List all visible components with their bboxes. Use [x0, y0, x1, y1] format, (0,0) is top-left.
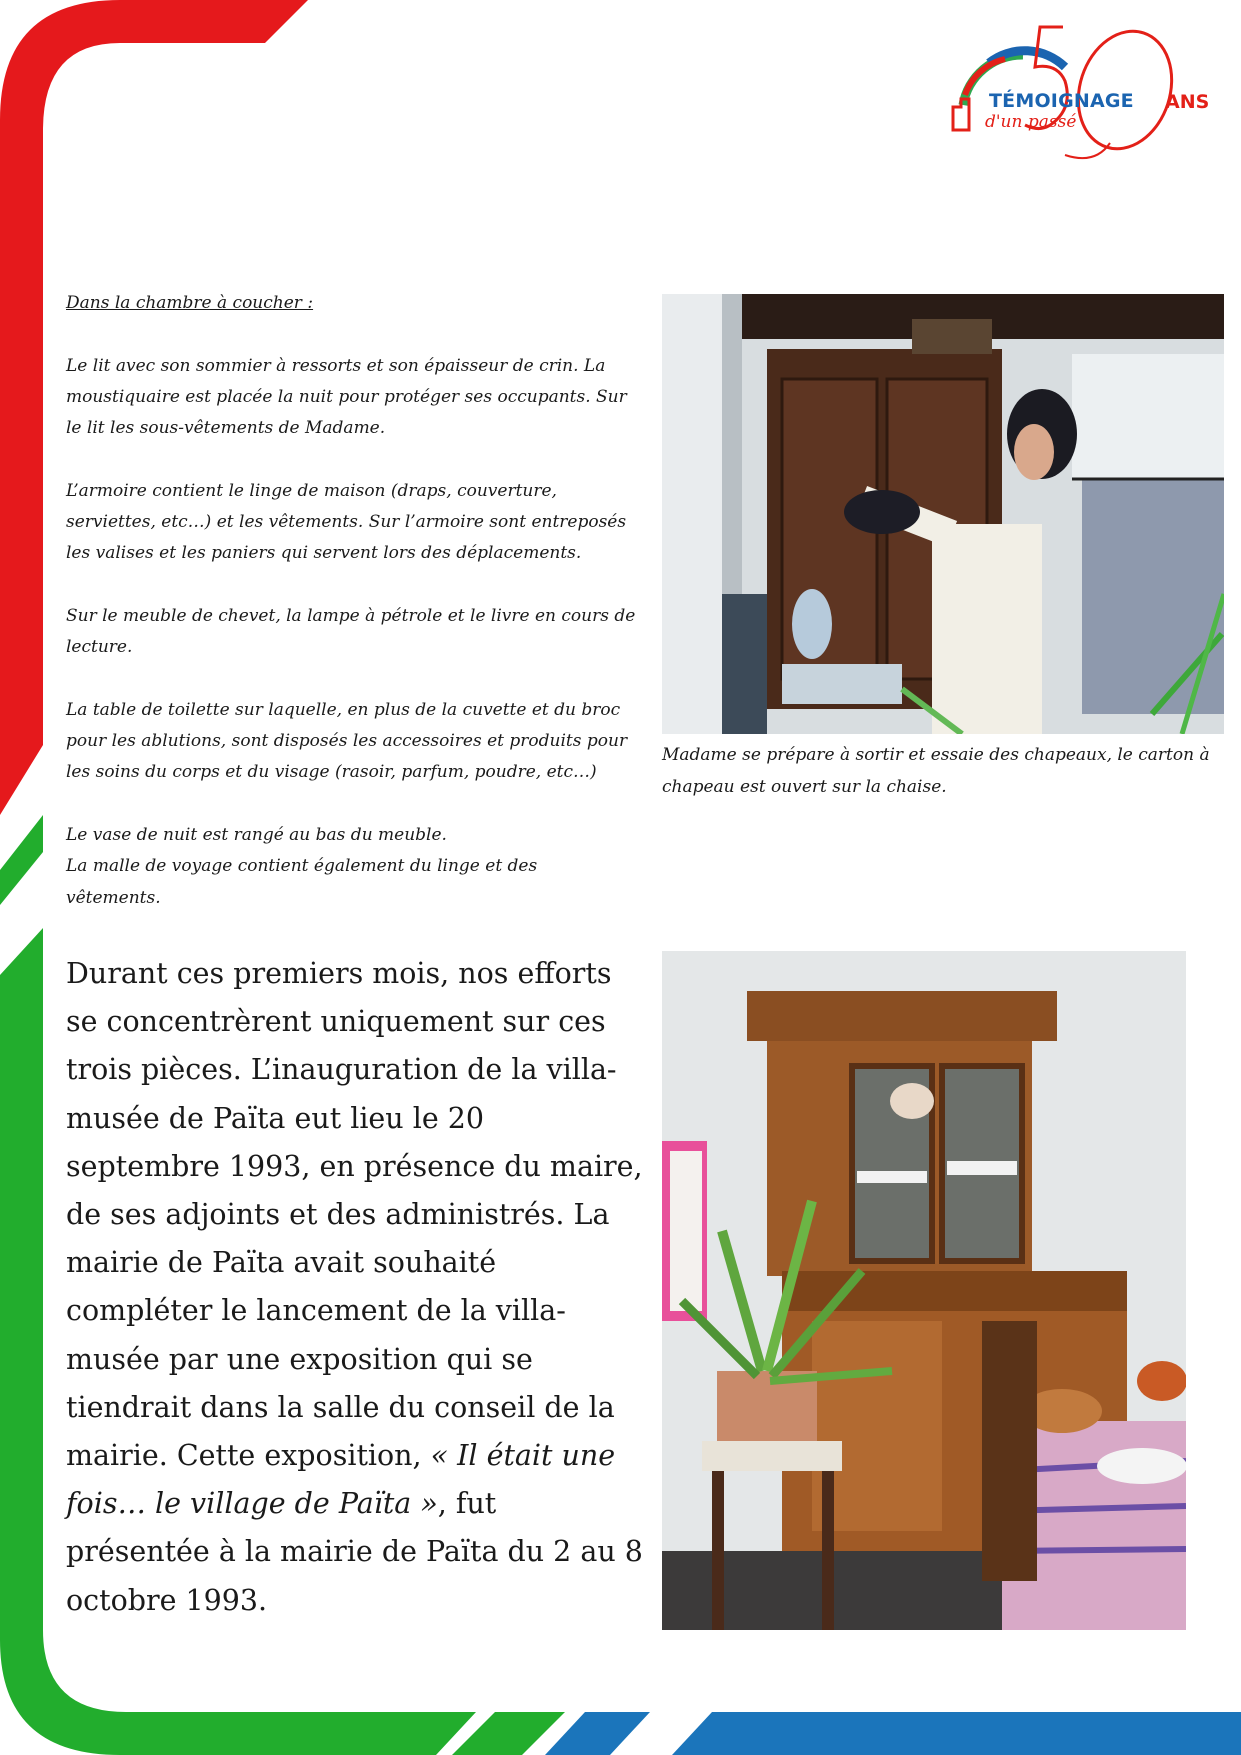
- frame-blue-stripe: [545, 1712, 650, 1755]
- paragraph-bed: Le lit avec son sommier à ressorts et son épaisseur de crin. La moustiquaire est placée la nuit pour protéger ses occupants. Sur le lit les sous-vêtements de Madame.: [66, 355, 627, 439]
- bedroom-description: [66, 288, 636, 914]
- dining-buffet-photo: [662, 951, 1186, 1630]
- paragraph-dressing-table: La table de toilette sur laquelle, en plus de la cuvette et du broc pour les ablutions, sont disposés les accessoires et produits pour les soins du corps et du visage (rasoir, parfum, poudre, etc…): [66, 699, 628, 783]
- logo-suffix: ANS: [1165, 91, 1210, 113]
- logo-subtitle: d'un passé: [985, 112, 1077, 132]
- main-text-part-2: , fut présentée à la mairie de Païta du 2 au 8 octobre 1993.: [66, 1487, 643, 1617]
- exhibition-title: « Il était une fois… le village de Païta »: [66, 1439, 616, 1521]
- paragraph-closing: [66, 820, 636, 914]
- anniversary-logo: [945, 15, 1230, 180]
- section-heading: Dans la chambre à coucher :: [66, 293, 314, 313]
- main-text-part-1: Durant ces premiers mois, nos efforts se concentrèrent uniquement sur ces trois pièces. L’inauguration de la villa-musée de Païta eut lieu le 20 septembre 1993, en présence du maire, de ses adjoints et des administrés. La mairie de Païta avait souhaité compléter le lancement de la villa-musée par une exposition qui se tiendrait dans la salle du conseil de la mairie. Cette exposition,: [66, 957, 643, 1473]
- main-paragraph: [66, 950, 646, 1625]
- logo-title: TÉMOIGNAGE: [989, 90, 1134, 112]
- closing-line-1: Le vase de nuit est rangé au bas du meuble.: [66, 825, 447, 846]
- frame-green-wedge: [0, 815, 43, 905]
- bedroom-photo: [662, 294, 1224, 734]
- paragraph-nightstand: Sur le meuble de chevet, la lampe à pétrole et le livre en cours de lecture.: [66, 605, 636, 658]
- closing-line-2: La malle de voyage contient également du linge et des vêtements.: [66, 856, 538, 908]
- photo-caption: Madame se prépare à sortir et essaie des chapeaux, le carton à chapeau est ouvert sur la chaise.: [662, 745, 1210, 797]
- paragraph-wardrobe: L’armoire contient le linge de maison (draps, couverture, serviettes, etc…) et les vêtements. Sur l’armoire sont entreposés les valises et les paniers qui servent lors des déplacements.: [66, 480, 627, 564]
- frame-blue-band: [672, 1712, 1241, 1755]
